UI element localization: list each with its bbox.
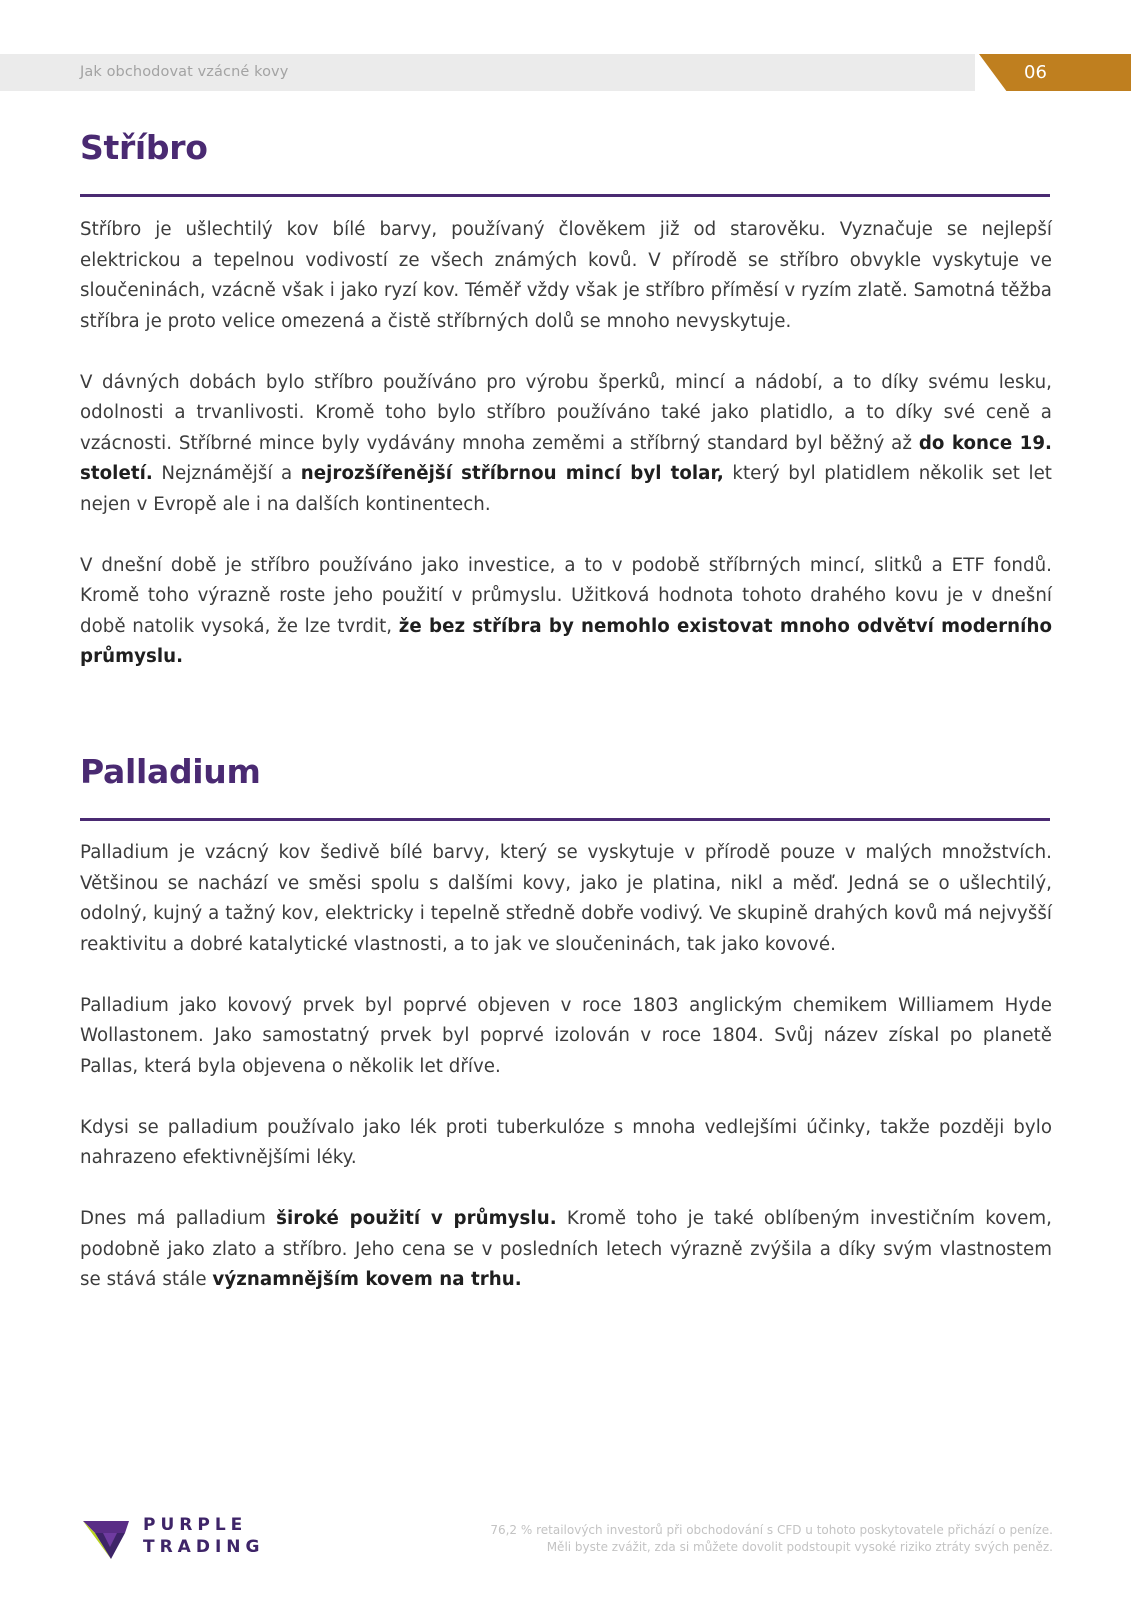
disclaimer-line: Měli byste zvážit, zda si můžete dovolit podstoupit vysoké riziko ztráty svých peněz.: [546, 1540, 1053, 1554]
paragraph-text: V dnešní době je stříbro používáno jako investice, a to v podobě stříbrných mincí, slitků a ETF fondů. Kromě toho výrazně roste jeho použití v průmyslu. Užitková hodnota tohoto drahého kovu je v dnešní době natolik vysoká, že lze tvrdit,: [80, 554, 1052, 637]
body-paragraph: [80, 215, 1052, 337]
logo-text-purple: PURPLE: [143, 1515, 248, 1535]
paragraph-text: Stříbro je ušlechtilý kov bílé barvy, používaný člověkem již od starověku. Vyznačuje se nejlepší elektrickou a tepelnou vodivostí ze všech známých kovů. V přírodě se stříbro obvykle vyskytuje ve sloučeninách, vzácně však i jako ryzí kov. Téměř vždy však je stříbro příměsí v ryzím zlatě. Samotná těžba stříbra je proto velice omezená a čistě stříbrných dolů se mnoho nevyskytuje.: [80, 219, 1052, 332]
paragraph-text: Kdysi se palladium používalo jako lék proti tuberkulóze s mnoha vedlejšími účinky, takže později bylo nahrazeno efektivnějšími léky.: [80, 1116, 1052, 1168]
emphasized-text: do konce 19. století.: [80, 432, 1052, 484]
section-title-palladium: Palladium: [80, 752, 261, 791]
paragraph-text: Dnes má palladium: [80, 1208, 277, 1229]
body-paragraph: [80, 368, 1052, 521]
emphasized-text: široké použití v průmyslu.: [276, 1208, 557, 1229]
paragraph-text: Kromě toho je také oblíbeným investičním kovem, podobně jako zlato a stříbro. Jeho cena se v posledních letech výrazně zvýšila a díky svým vlastnostem se stává stále: [80, 1208, 1052, 1290]
paragraph-text: V dávných dobách bylo stříbro používáno pro výrobu šperků, mincí a nádobí, a to díky svému lesku, odolnosti a trvanlivosti. Kromě toho bylo stříbro používáno také jako platidlo, a to díky své ceně a vzácnosti. Stříbrné mince byly vydávány mnoha zeměmi a stříbrný standard byl běžný až: [80, 371, 1052, 454]
body-paragraph: [80, 838, 1052, 960]
paragraph-text: Palladium je vzácný kov šedivě bílé barvy, který se vyskytuje v přírodě pouze v malých množstvích. Většinou se nachází ve směsi spolu s dalšími kovy, jako je platina, nikl a měď. Jedná se o ušlechtilý, odolný, kujný a tažný kov, elektricky i tepelně středně dobře vodivý. Ve skupině drahých kovů má nejvyšší reaktivitu a dobré katalytické vlastnosti, a to jak ve sloučeninách, tak jako kovové.: [80, 842, 1052, 955]
document-title: Jak obchodovat vzácné kovy: [80, 64, 289, 80]
body-paragraph: [80, 991, 1052, 1083]
body-paragraph: [80, 1204, 1052, 1296]
section-divider: [80, 818, 1050, 821]
risk-disclaimer: [433, 1522, 1053, 1556]
emphasized-text: že bez stříbra by nemohlo existovat mnoho odvětví moderního průmyslu.: [80, 615, 1053, 667]
body-paragraph: [80, 1113, 1052, 1174]
emphasized-text: nejrozšířenější stříbrnou mincí byl tolar,: [300, 463, 724, 484]
section-body-palladium: [80, 838, 1052, 1326]
section-body-stribro: [80, 215, 1052, 703]
page-number: 06: [1024, 62, 1047, 83]
logo-text-trading: TRADING: [143, 1537, 265, 1557]
paragraph-text: Palladium jako kovový prvek byl poprvé objeven v roce 1803 anglickým chemikem Williamem Hyde Wollastonem. Jako samostatný prvek byl poprvé izolován v roce 1804. Svůj název získal po planetě Pallas, která byla objevena o několik let dříve.: [80, 994, 1052, 1077]
disclaimer-line: 76,2 % retailových investorů při obchodování s CFD u tohoto poskytovatele přichází o peníze.: [490, 1523, 1053, 1537]
paragraph-text: který byl platidlem několik set let nejen v Evropě ale i na dalších kontinentech.: [80, 463, 1052, 515]
body-paragraph: [80, 551, 1052, 673]
purple-trading-logo: [83, 1515, 263, 1575]
paragraph-text: Nejznámější a: [152, 463, 301, 484]
section-title-stribro: Stříbro: [80, 128, 208, 167]
section-divider: [80, 194, 1050, 197]
purple-trading-logo-icon: [83, 1519, 131, 1561]
emphasized-text: významnějším kovem na trhu.: [212, 1269, 522, 1290]
